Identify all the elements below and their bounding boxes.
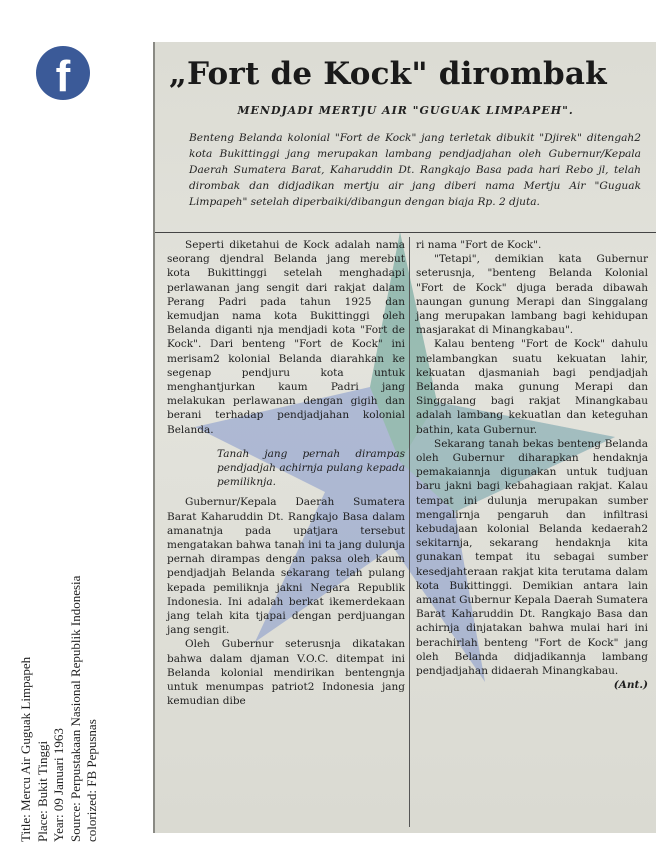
caption-colorized: colorized: FB Pepusnas [84,719,99,842]
pull-quote: Tanah jang pernah dirampas pendjadjah achirnja pulang kepada pemiliknja. [217,447,405,489]
article-signature: (Ant.) [613,679,648,692]
article-subheadline: MENDJADI MERTJU AIR "GUGUAK LIMPAPEH". [237,104,574,117]
facebook-f-icon: f [55,52,71,101]
paragraph: ri nama "Fort de Kock". [416,239,542,251]
article-lead: Benteng Belanda kolonial "Fort de Kock" jang terletak dibukit "Djirek" ditengah2 kota Bukittinggi jang merupakan lambang pendjadjahan oleh Gubernur/Kepala Daerah Sumatera Barat, Kaharuddin Dt. Rangkajo Basa pada hari Rebo jl, telah dirombak dan didjadikan mertju air jang diberi nama Mertju Air "Guguak Limpapeh" setelah diperbaiki/dibangun dengan biaja Rp. 2 djuta. [189,132,641,208]
caption-title: Title: Mercu Air Guguak Limpapeh [18,656,33,842]
caption-source: Source: Perpustakaan Nasional Republik Indonesia [67,575,83,842]
article-column-left [167,238,405,709]
paragraph: Sekarang tanah bekas benteng Belanda oleh Gubernur diharapkan hendaknja pemakaiannja digunakan untuk tudjuan baru jakni bagi kebahagiaan rakjat. Kalau tempat ini dulunja merupakan sumber mengalirnja pengaruh dan infiltrasi kebudajaan kolonial Belanda kedaerah2 sekitarnja, sekarang hendaknja kita gunakan tempat itu sebagai sumber kesedjahteraan rakjat kita terutama dalam kota Bukittinggi. Demikian antara lain amanat Gubernur Kepala Daerah Sumatera Barat Kaharuddin Dt. Rangkajo Basa dan achirnja dinjatakan bahwa mulai hari ini berachirlah benteng "Fort de Kock" jang oleh Belanda didjadikannja lambang pendjadjahan didaerah Minangkabau. [416,437,648,678]
column-divider [409,237,410,827]
article-column-right [416,238,648,693]
paragraph: Oleh Gubernur seterusnja dikatakan bahwa dalam djaman V.O.C. ditempat ini Belanda kolonial mendirikan bentengnja untuk menumpas patriot2 Indonesia jang kemudian dibe [167,638,405,708]
facebook-logo [36,46,90,100]
photo-caption [18,482,101,842]
paragraph: "Tetapi", demikian kata Gubernur seterusnja, "benteng Belanda Kolonial "Fort de Kock" djuga berada dibawah naungan gunung Merapi dan Singgalang jang merupakan lambang bagi kehidupan masjarakat di Minangkabau". [416,253,648,337]
caption-place: Place: Bukit Tinggi [34,740,50,842]
article-headline: „Fort de Kock" dirombak [169,56,607,92]
newspaper-clipping [153,42,656,833]
paragraph: Kalau benteng "Fort de Kock" dahulu melambangkan suatu kekuatan lahir, kekuatan djasmaniah bagi pendjadjah Belanda maka gunung Merapi dan Singgalang bagi rakjat Minangkabau adalah lambang kekuatlan dan keteguhan bathin, kata Gubernur. [416,338,648,436]
caption-year: Year: 09 Januari 1963 [51,728,66,842]
paragraph: Seperti diketahui de Kock adalah nama seorang djendral Belanda jang merebut kota Bukittinggi setelah menghadapi perlawanan jang sengit dari rakjat dalam Perang Padri pada tahun 1925 dan kemudjan nama kota Bukittinggi oleh Belanda diganti nja mendjadi kota "Fort de Kock". Dari benteng "Fort de Kock" ini merisam2 kolonial Belanda diarahkan ke segenap pendjuru kota untuk menghantjurkan kaum Padri jang melakukan perlawanan dengan gigih dan berani terhadap pendjadjahan kolonial Belanda. [167,239,405,436]
section-divider [155,232,656,233]
paragraph: Gubernur/Kepala Daerah Sumatera Barat Kaharuddin Dt. Rangkajo Basa dalam amanatnja pada upatjara tersebut mengatakan bahwa tanah ini ta jang dulunja pernah dirampas dengan paksa oleh kaum pendjadjah Belanda sekarang telah pulang kepada pemiliknja jakni Negara Republik Indonesia. Ini adalah berkat ikemerdekaan jang telah kita tjapai dengan perdjuangan jang sengit. [167,496,405,637]
